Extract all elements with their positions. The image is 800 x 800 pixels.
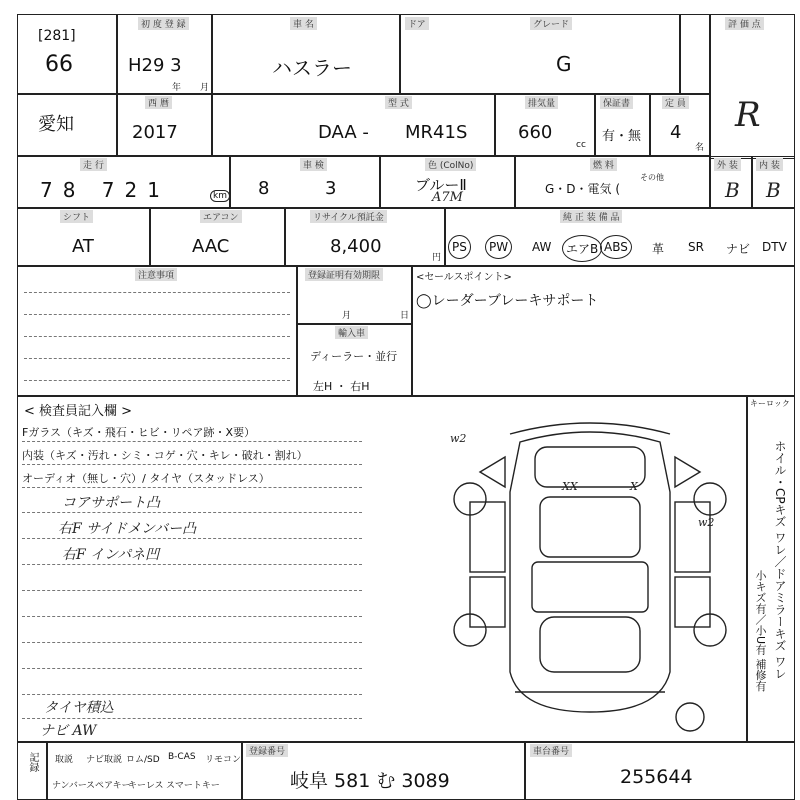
- ac-label: エアコン: [200, 210, 242, 223]
- cb-number: ナンバー: [52, 781, 87, 791]
- damage-mark-xx: XX: [562, 480, 578, 493]
- option-ps-text: PS: [448, 235, 471, 259]
- warranty-label: 保証書: [600, 96, 633, 109]
- vertical-repair-note: 小キズ有／小U有 補修有: [754, 570, 767, 692]
- capacity-value: 4: [670, 122, 682, 143]
- right-front-door: [675, 502, 710, 572]
- caution-label: 注意事項: [135, 268, 177, 281]
- recycle-label: リサイクル預託金: [310, 210, 387, 223]
- model-value: MR41S: [405, 122, 468, 143]
- score-value: 66: [45, 52, 73, 77]
- key-lock-label: キーロック: [750, 399, 790, 408]
- warranty-value: 有・無: [602, 129, 642, 144]
- checkbox-grid: [47, 742, 242, 800]
- exterior-label: 外 装: [714, 158, 741, 171]
- option-airbag-text: エアB: [562, 235, 602, 262]
- caution-area: [17, 266, 297, 396]
- inspector-line-3: オーディオ（無し・穴）/ タイヤ（スタッドレス）: [22, 472, 270, 485]
- option-leather: 革: [652, 242, 665, 256]
- caution-line: [24, 292, 290, 293]
- option-pw-text: PW: [485, 235, 512, 259]
- name-label: 車 名: [290, 17, 317, 30]
- blank-cell: [680, 14, 710, 94]
- import-label: 輸入車: [335, 326, 368, 339]
- drive-value: 左H ・ 右H: [313, 380, 370, 393]
- first-reg-value: H29 3: [128, 55, 182, 76]
- sales-label: <セールスポイント>: [416, 272, 512, 283]
- grade-value: G: [556, 52, 572, 76]
- shift-value: AT: [72, 236, 94, 257]
- rating-score: R: [735, 95, 761, 135]
- cb-rom-sd: ロム/SD: [126, 755, 160, 765]
- caution-line: [24, 314, 290, 315]
- door-label: ドア: [405, 17, 429, 30]
- capacity-unit: 名: [695, 143, 705, 153]
- mileage-value: 78 721: [40, 178, 170, 202]
- inspector-dash: [22, 718, 362, 719]
- chassis-value: 255644: [620, 766, 693, 788]
- equip-label: 純 正 装 備 品: [560, 210, 622, 223]
- car-roof: [540, 497, 640, 557]
- reg-expiry-label: 登録証明有効期限: [305, 268, 383, 281]
- inspector-dash: [22, 487, 362, 488]
- cb-manual: 取説: [55, 755, 74, 765]
- mileage-label: 走 行: [80, 158, 107, 171]
- sales-point: ◯レーダーブレーキサポート: [416, 293, 599, 309]
- interior-value: B: [766, 178, 781, 202]
- handwritten-note-5: ナビ AW: [40, 723, 97, 739]
- option-sr: SR: [688, 240, 704, 254]
- sales-cell: [412, 266, 795, 396]
- color-value: ブルーⅡ: [415, 176, 467, 194]
- handwritten-note-1: コアサポート凸: [62, 495, 160, 511]
- option-abs: [600, 235, 635, 259]
- inspector-dash: [22, 694, 362, 695]
- spare-wheel: [676, 703, 704, 731]
- inspector-title: < 検査員記入欄 >: [24, 404, 133, 419]
- rating-cell: [710, 14, 795, 159]
- first-reg-year-unit: 年: [172, 83, 182, 93]
- chassis-label: 車台番号: [530, 744, 572, 757]
- rating-label: 評 価 点: [725, 17, 764, 30]
- fuel-label: 燃 料: [590, 158, 617, 171]
- fuel-value: G・D・電気 (: [545, 182, 621, 196]
- inspector-dash: [22, 668, 362, 669]
- vertical-wheel-note: ホイル・CPキズ ワレ／ドアミラーキズ ワレ: [773, 440, 787, 680]
- grade-label: グレード: [530, 17, 572, 30]
- damage-mark-w2-front: w2: [450, 432, 467, 445]
- car-hood: [535, 447, 645, 487]
- inspector-dash: [22, 616, 362, 617]
- cb-spare-key: スペアキー: [86, 781, 131, 791]
- car-body-outline: [510, 432, 670, 712]
- option-pw: [485, 235, 515, 259]
- sales-label-text: セールスポイント: [424, 272, 504, 283]
- cc-value: 660: [518, 122, 553, 143]
- exterior-value: B: [725, 178, 740, 202]
- inspection-label: 車 検: [300, 158, 327, 171]
- cb-bcas: B-CAS: [168, 752, 196, 762]
- option-airbag: [562, 235, 605, 262]
- first-reg-month-unit: 月: [200, 83, 210, 93]
- right-mirror: [675, 457, 700, 487]
- inspection-month: 3: [325, 178, 337, 199]
- footer-side-label: 記録: [27, 752, 38, 772]
- damage-mark-w2-right: w2: [698, 516, 715, 529]
- dealer-value: ディーラー・並行: [310, 350, 398, 363]
- recycle-value: 8,400: [330, 236, 382, 257]
- inspector-dash: [22, 564, 362, 565]
- inspector-dash: [22, 441, 362, 442]
- caution-line: [24, 380, 290, 381]
- fuel-other: その他: [640, 173, 664, 182]
- inspector-dash: [22, 642, 362, 643]
- option-dtv: DTV: [762, 240, 787, 254]
- capacity-label: 定 員: [662, 96, 689, 109]
- year-label: 西 暦: [145, 96, 172, 109]
- lot-number: [281]: [38, 28, 76, 44]
- cc-label: 排気量: [525, 96, 558, 109]
- option-abs-text: ABS: [600, 235, 632, 259]
- left-front-door: [470, 502, 505, 572]
- color-label: 色 (ColNo): [425, 158, 476, 171]
- inspector-dash: [22, 590, 362, 591]
- damage-mark-x: X: [630, 480, 638, 493]
- car-diagram: [440, 412, 740, 737]
- km-unit: km: [210, 190, 230, 202]
- left-rear-door: [470, 577, 505, 627]
- cb-smart-key: スマートキー: [166, 781, 220, 791]
- plate-value: 岐阜 581 む 3089: [290, 770, 450, 792]
- caution-line: [24, 336, 290, 337]
- inspector-dash: [22, 538, 362, 539]
- first-reg-label: 初 度 登 録: [138, 17, 189, 30]
- option-navi: ナビ: [726, 242, 751, 256]
- reg-day: 日: [400, 311, 410, 321]
- cb-remote: リモコン: [205, 755, 242, 765]
- right-rear-door: [675, 577, 710, 627]
- car-trunk: [540, 617, 640, 672]
- car-name: ハスラー: [272, 56, 352, 80]
- cb-navi-manual: ナビ取説: [86, 755, 123, 765]
- option-aw: AW: [532, 240, 552, 254]
- handwritten-note-3: 右F インパネ凹: [62, 547, 160, 563]
- model-prefix: DAA -: [318, 122, 369, 143]
- prefecture: 愛知: [38, 114, 74, 135]
- ac-value: AAC: [192, 236, 230, 257]
- inspection-year: 8: [258, 178, 270, 199]
- year-value: 2017: [132, 122, 178, 143]
- plate-label: 登録番号: [246, 744, 288, 757]
- inspector-dash: [22, 512, 362, 513]
- cc-unit: cc: [576, 140, 586, 150]
- reg-month: 月: [342, 311, 352, 321]
- interior-label: 内 装: [756, 158, 783, 171]
- handwritten-note-4: タイヤ積込: [44, 700, 114, 716]
- inspector-line-1: Fガラス（キズ・飛石・ヒビ・リペア跡・X要）: [22, 426, 256, 439]
- shift-label: シフト: [60, 210, 93, 223]
- inspector-dash: [22, 464, 362, 465]
- option-ps: [448, 235, 474, 259]
- cb-keyless: キーレス: [128, 781, 164, 791]
- handwritten-note-2: 右F サイドメンバー凸: [58, 521, 197, 537]
- left-mirror: [480, 457, 505, 487]
- inspector-line-2: 内装（キズ・汚れ・シミ・コゲ・穴・キレ・破れ・割れ）: [22, 449, 308, 462]
- yen-unit: 円: [432, 253, 442, 263]
- caution-line: [24, 358, 290, 359]
- car-cabin: [532, 562, 648, 612]
- color-code: A7M: [432, 190, 463, 205]
- model-label: 型 式: [385, 96, 412, 109]
